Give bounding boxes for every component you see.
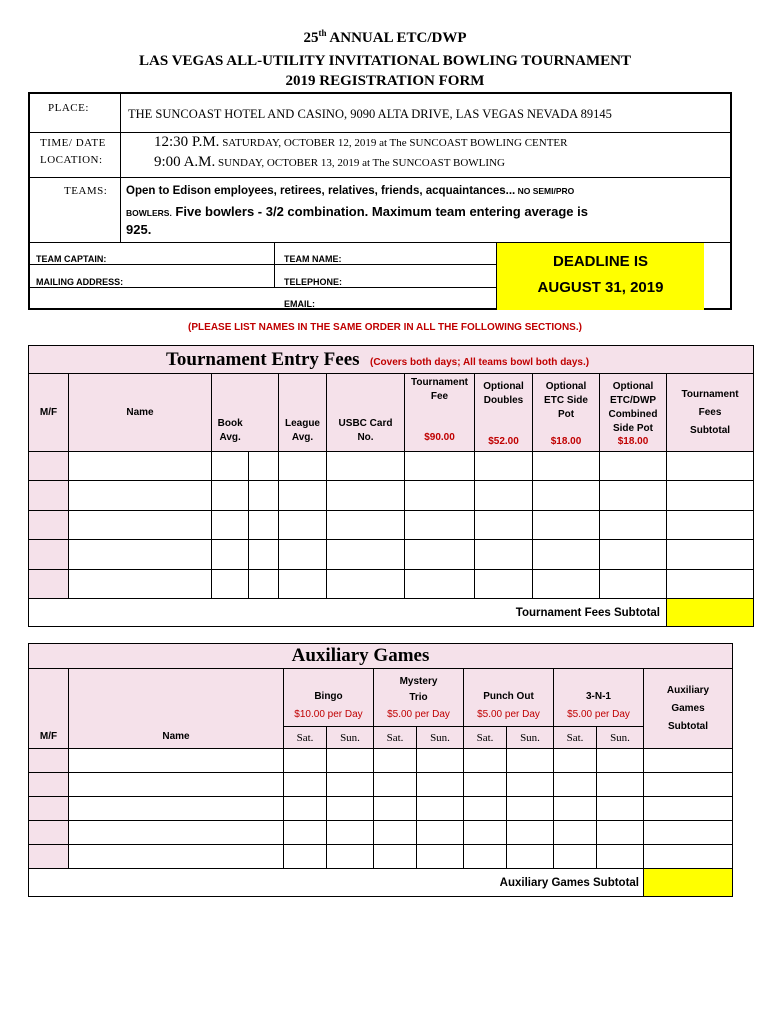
col-mf: M/F (29, 374, 69, 452)
tournament-fee-price: $90.00 (424, 432, 455, 443)
col-tournament-fee: Tournament Fee $90.00 (405, 374, 475, 452)
teams-line-2: BOWLERS. Five bowlers - 3/2 combination. Maximum team entering average is (126, 204, 588, 219)
team-name-field[interactable]: TEAM NAME: (284, 254, 342, 264)
mystery-sat: Sat. (374, 727, 417, 749)
event-info-box (28, 92, 732, 310)
tournament-fees-subtotal-field[interactable] (667, 599, 754, 627)
side-pot-price: $18.00 (550, 436, 582, 447)
aux-col-subtotal: Auxiliary Games Subtotal (644, 669, 733, 749)
header-line-2: LAS VEGAS ALL-UTILITY INVITATIONAL BOWLING TOURNAMENT (139, 53, 631, 69)
three-price: $5.00 per Day (567, 709, 630, 720)
col-league-avg: League Avg. (279, 374, 327, 452)
aux-title-row (29, 644, 733, 669)
aux-col-mystery-trio: Mystery Trio $5.00 per Day (374, 669, 464, 727)
entry-fees-subtitle: (Covers both days; All teams bowl both days.) (369, 356, 590, 368)
mailing-address-field[interactable]: MAILING ADDRESS: (36, 277, 124, 287)
aux-col-punch-out: Punch Out $5.00 per Day (464, 669, 554, 727)
aux-row[interactable] (29, 773, 733, 797)
entry-row[interactable] (29, 452, 754, 481)
entry-row[interactable] (29, 540, 754, 570)
mystery-price: $5.00 per Day (387, 709, 450, 720)
teams-line-1: Open to Edison employees, retirees, relatives, friends, acquaintances... NO SEMI/PRO (126, 185, 575, 197)
col-name: Name (69, 374, 212, 452)
sunday-time: 9:00 A.M. SUNDAY, OCTOBER 13, 2019 at The SUNCOAST BOWLING (154, 154, 505, 170)
entry-row[interactable] (29, 511, 754, 540)
order-note: (PLEASE LIST NAMES IN THE SAME ORDER IN ALL THE FOLLOWING SECTIONS.) (188, 322, 582, 333)
col-usbc-card: USBC Card No. (327, 374, 405, 452)
aux-col-bingo: Bingo $10.00 per Day (284, 669, 374, 727)
bingo-sun: Sun. (327, 727, 374, 749)
col-book-avg: Book Avg. (212, 374, 279, 452)
col-fees-subtotal: Tournament Fees Subtotal (667, 374, 754, 452)
saturday-time: 12:30 P.M. SATURDAY, OCTOBER 12, 2019 at The SUNCOAST BOWLING CENTER (154, 134, 568, 150)
aux-col-name: Name (69, 669, 284, 749)
location-label: LOCATION: (40, 154, 103, 166)
header-line-3: 2019 REGISTRATION FORM (285, 73, 485, 89)
deadline-line-1: DEADLINE IS (552, 253, 648, 270)
three-sun: Sun. (597, 727, 644, 749)
entry-row[interactable] (29, 481, 754, 511)
aux-games-subtotal-label: Auxiliary Games Subtotal (29, 869, 644, 897)
email-field[interactable]: EMAIL: (284, 299, 315, 309)
deadline-line-2: AUGUST 31, 2019 (537, 279, 664, 296)
aux-games-subtotal-field[interactable] (644, 869, 733, 897)
tournament-fees-subtotal-label: Tournament Fees Subtotal (29, 599, 667, 627)
three-sat: Sat. (554, 727, 597, 749)
time-date-label: TIME/ DATE (40, 137, 106, 149)
deadline-box (496, 243, 704, 310)
entry-fees-title: Tournament Entry Fees (166, 348, 360, 370)
punch-sat: Sat. (464, 727, 507, 749)
punch-price: $5.00 per Day (477, 709, 540, 720)
col-optional-doubles: Optional Doubles $52.00 (475, 374, 533, 452)
aux-col-3n1: 3-N-1 $5.00 per Day (554, 669, 644, 727)
aux-row[interactable] (29, 749, 733, 773)
teams-label: TEAMS: (64, 185, 108, 197)
place-value: THE SUNCOAST HOTEL AND CASINO, 9090 ALTA DRIVE, LAS VEGAS NEVADA 89145 (128, 107, 612, 121)
aux-col-mf: M/F (29, 669, 69, 749)
bingo-price: $10.00 per Day (294, 709, 363, 720)
telephone-field[interactable]: TELEPHONE: (284, 277, 343, 287)
col-combined-side-pot: Optional ETC/DWP Combined Side Pot $18.00 (600, 374, 667, 452)
entry-row[interactable] (29, 570, 754, 599)
doubles-price: $52.00 (488, 436, 519, 447)
col-etc-side-pot: Optional ETC Side Pot $18.00 (533, 374, 600, 452)
aux-row[interactable] (29, 797, 733, 821)
aux-row[interactable] (29, 845, 733, 869)
team-captain-field[interactable]: TEAM CAPTAIN: (36, 254, 107, 264)
entry-fees-title-row (29, 346, 754, 374)
aux-title: Auxiliary Games (291, 645, 430, 666)
aux-row[interactable] (29, 821, 733, 845)
place-label: PLACE: (48, 102, 89, 114)
teams-line-3: 925. (126, 222, 152, 237)
mystery-sun: Sun. (417, 727, 464, 749)
header-line-1: 25th ANNUAL ETC/DWP (303, 28, 467, 46)
combined-pot-price: $18.00 (617, 436, 649, 447)
auxiliary-games-table (28, 643, 733, 897)
entry-fees-table (28, 345, 754, 627)
punch-sun: Sun. (507, 727, 554, 749)
bingo-sat: Sat. (284, 727, 327, 749)
